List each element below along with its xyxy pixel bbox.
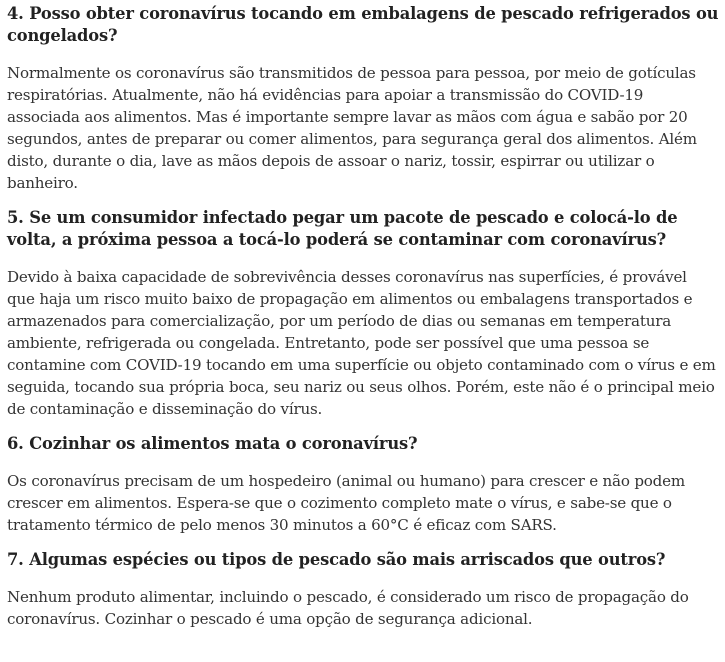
answer-paragraph: Os coronavírus precisam de um hospedeiro (animal ou humano) para crescer e não podem crescer em alimentos. Espera-se que o cozimento completo mate o vírus, e sabe-se que o tratamento térmico de pelo menos 30 minutos a 60°C é eficaz com SARS.	[7, 472, 685, 534]
question-heading: 4. Posso obter coronavírus tocando em embalagens de pescado refrigerados ou congelados?	[7, 4, 719, 45]
question-heading: 6. Cozinhar os alimentos mata o coronavírus?	[7, 434, 418, 453]
faq-item-5	[7, 207, 719, 420]
question-heading: 5. Se um consumidor infectado pegar um pacote de pescado e colocá-lo de volta, a próxima pessoa a tocá-lo poderá se contaminar com coronavírus?	[7, 208, 678, 249]
answer-paragraph: Normalmente os coronavírus são transmitidos de pessoa para pessoa, por meio de gotículas respiratórias. Atualmente, não há evidências para apoiar a transmissão do COVID-19 associada aos alimentos. Mas é importante sempre lavar as mãos com água e sabão por 20 segundos, antes de preparar ou comer alimentos, para segurança geral dos alimentos. Além disto, durante o dia, lave as mãos depois de assoar o nariz, tossir, espirrar ou utilizar o banheiro.	[7, 64, 697, 192]
answer-paragraph: Devido à baixa capacidade de sobrevivência desses coronavírus nas superfícies, é provável que haja um risco muito baixo de propagação em alimentos ou embalagens transportados e armazenados para comercialização, por um período de dias ou semanas em temperatura ambiente, refrigerada ou congelada. Entretanto, pode ser possível que uma pessoa se contamine com COVID-19 tocando em uma superfície ou objeto contaminado com o vírus e em seguida, tocando sua própria boca, seu nariz ou seus olhos. Porém, este não é o principal meio de contaminação e disseminação do vírus.	[7, 268, 716, 418]
answer-paragraph: Nenhum produto alimentar, incluindo o pescado, é considerado um risco de propagação do coronavírus. Cozinhar o pescado é uma opção de segurança adicional.	[7, 588, 689, 628]
question-heading: 7. Algumas espécies ou tipos de pescado são mais arriscados que outros?	[7, 550, 666, 569]
faq-item-7	[7, 549, 719, 630]
faq-item-6	[7, 433, 719, 536]
faq-item-4	[7, 3, 719, 194]
